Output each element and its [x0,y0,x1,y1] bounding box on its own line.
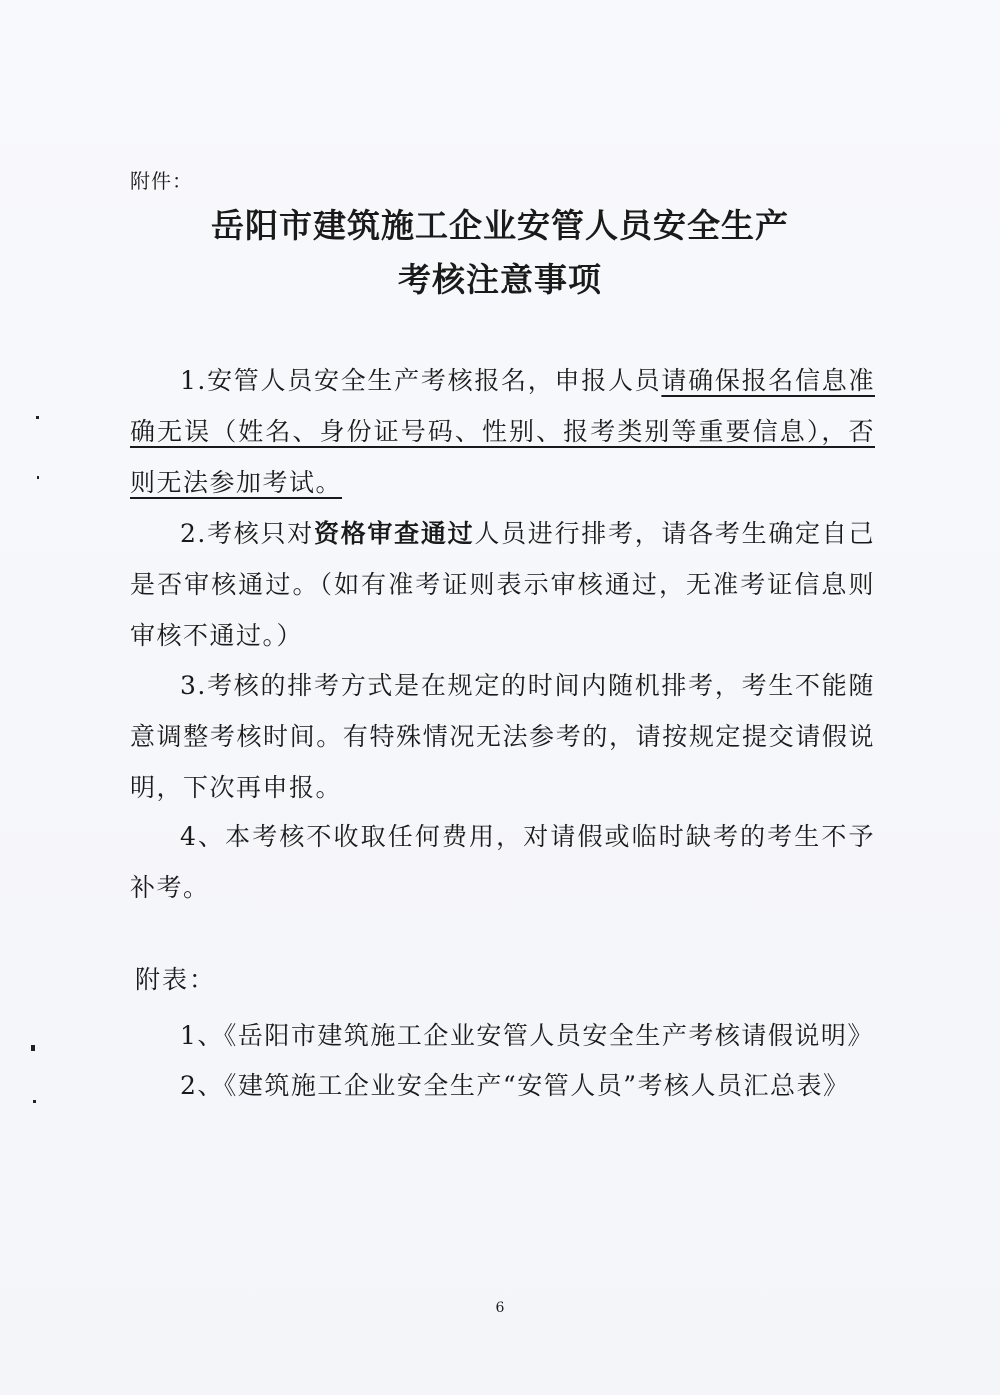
item-1-underlined-b: 则无法参加考试。 [130,468,343,497]
appendix-label: 附表： [135,965,217,994]
item-3-text: 3.考核的排考方式是在规定的时间内随机排考，考生不能随意调整考核时间。有特殊情况无法参考的，请按规定提交请假说明，下次再申报。 [130,671,875,802]
scan-speck [33,1100,36,1103]
scan-speck [31,1045,35,1051]
notice-item-1 [130,355,875,508]
page-number: 6 [495,1300,505,1316]
item-2-bold: 资格审查通过 [313,519,475,548]
document-title-line-1: 岳阳市建筑施工企业安管人员安全生产 [211,206,789,245]
item-1-underlined-a: 请确保报名信息准确无误（姓名、身份证号码、性别、报考类别等重要信息），否 [130,366,875,446]
appendix-entry-2-text: 2、《建筑施工企业安全生产“安管人员”考核人员汇总表》 [180,1071,850,1100]
appendix-entry-2 [130,1060,875,1111]
attachment-label: 附件： [130,169,193,193]
document-title-line-2: 考核注意事项 [398,260,602,299]
scan-speck [36,416,39,419]
appendix-entry-1-text: 1、《岳阳市建筑施工企业安管人员安全生产考核请假说明》 [180,1021,874,1050]
item-1-prefix: 1.安管人员安全生产考核报名，申报人员 [180,366,662,395]
item-4-text: 4、本考核不收取任何费用，对请假或临时缺考的考生不予补考。 [130,822,875,902]
item-2-suffix: 人员进行排考，请各考生确定自己是否审核通过。（如有准考证则表示审核通过，无准考证信息则审核不通过。） [130,519,875,650]
notice-item-2 [130,508,875,661]
scan-speck [37,476,39,479]
appendix-entry-1 [130,1010,875,1061]
notice-item-3 [130,660,875,813]
item-2-prefix: 2.考核只对 [180,519,314,548]
notice-item-4 [130,811,875,913]
